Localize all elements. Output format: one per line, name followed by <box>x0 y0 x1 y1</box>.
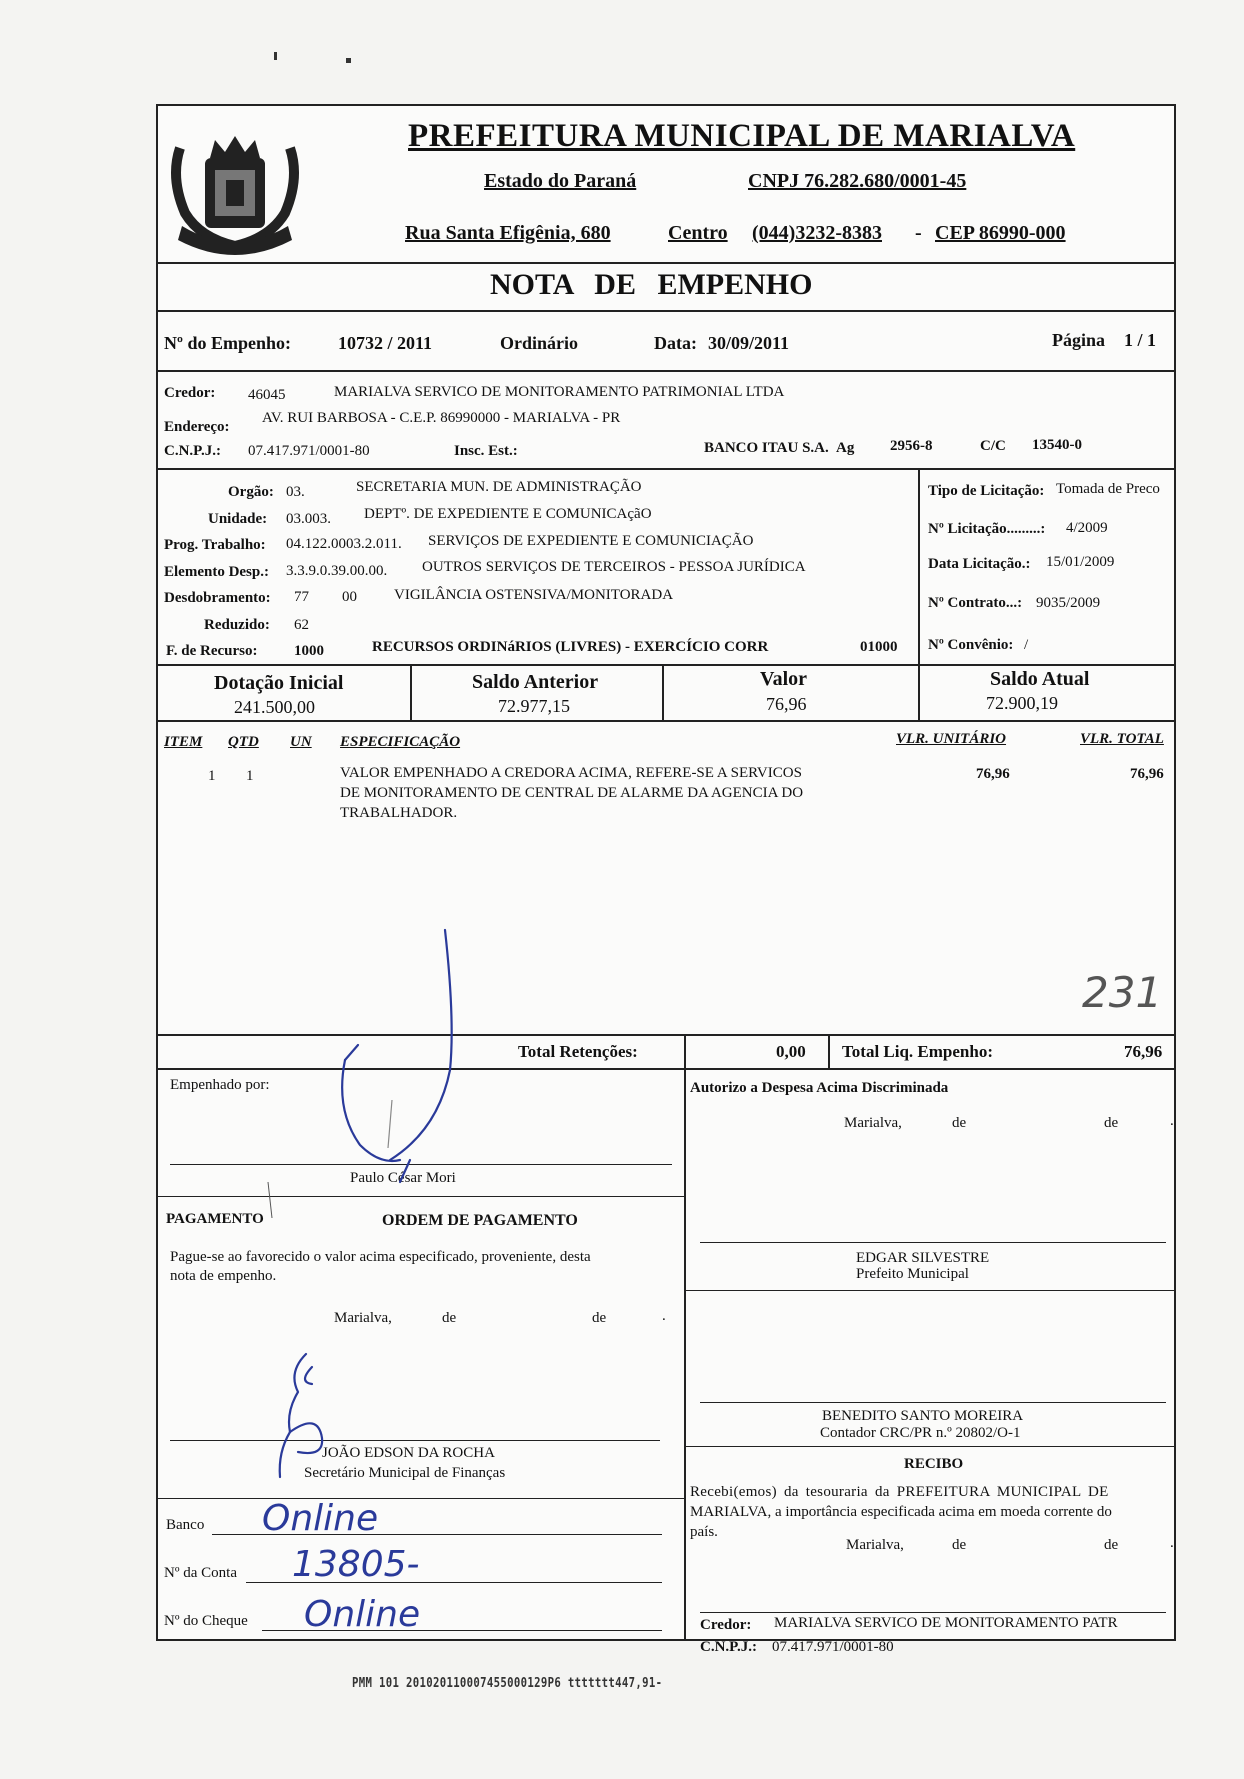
pagamento-text-1: Pague-se ao favorecido o valor acima especificado, proveniente, desta <box>170 1249 591 1265</box>
autorizo-city: Marialva, <box>844 1115 902 1131</box>
header-cep: CEP 86990-000 <box>935 222 1066 244</box>
credor-cc: 13540-0 <box>1032 437 1082 453</box>
col-unit: VLR. UNITÁRIO <box>896 731 1007 747</box>
credor-code: 46045 <box>248 387 286 403</box>
contrato-label: Nº Contrato...: <box>928 595 1023 611</box>
scan-speck <box>346 58 351 63</box>
valor-value: 76,96 <box>766 694 807 714</box>
col-qtd: QTD <box>228 734 259 750</box>
desdobramento-code-1: 77 <box>294 589 309 605</box>
contador-name: BENEDITO SANTO MOREIRA <box>822 1408 1024 1424</box>
liquido-value: 76,96 <box>1124 1042 1163 1061</box>
item-unit-value: 76,96 <box>976 766 1010 782</box>
licitacao-data: 15/01/2009 <box>1046 554 1115 570</box>
divider <box>156 370 1176 372</box>
elemento-name: OUTROS SERVIÇOS DE TERCEIROS - PESSOA JURÍDICA <box>422 559 806 575</box>
licitacao-tipo: Tomada de Preco <box>1056 481 1160 497</box>
divider <box>156 1498 684 1499</box>
orgao-label: Orgão: <box>228 484 274 500</box>
retencoes-value: 0,00 <box>776 1042 806 1061</box>
fonte-code-2: 01000 <box>860 639 898 655</box>
municipal-seal <box>160 118 310 268</box>
recibo-dot: . <box>1170 1535 1174 1551</box>
dotacao-value: 241.500,00 <box>234 697 315 717</box>
pagamento-label: PAGAMENTO <box>166 1211 264 1227</box>
divider <box>156 262 1176 264</box>
autorizo-label: Autorizo a Despesa Acima Discriminada <box>690 1080 949 1096</box>
saldo-anterior-value: 72.977,15 <box>498 696 570 716</box>
header-district: Centro <box>668 222 728 244</box>
col-un: UN <box>290 734 312 750</box>
handwritten-page-number: 231 <box>1082 968 1163 1017</box>
divider <box>684 1290 1176 1291</box>
pagamento-dot: . <box>662 1308 666 1324</box>
cheque-label: Nº do Cheque <box>164 1613 248 1629</box>
recibo-de-1: de <box>952 1537 967 1553</box>
scan-speck <box>274 52 277 60</box>
item-qtd: 1 <box>246 768 254 784</box>
orgao-code: 03. <box>286 484 305 500</box>
desdobramento-label: Desdobramento: <box>164 590 271 606</box>
empenho-type: Ordinário <box>500 333 579 353</box>
page-label: Página <box>1052 330 1106 350</box>
footer-cnpj: 07.417.971/0001-80 <box>772 1639 894 1655</box>
divider-vertical <box>918 664 920 720</box>
header-phone: (044)3232-8383 <box>752 222 882 244</box>
dotacao-label: Dotação Inicial <box>214 672 344 694</box>
licitacao-data-label: Data Licitação.: <box>928 556 1031 572</box>
item-spec-line-2: DE MONITORAMENTO DE CENTRAL DE ALARME DA AGENCIA DO <box>340 785 804 801</box>
prog-name: SERVIÇOS DE EXPEDIENTE E COMUNICIAÇÃO <box>428 533 754 549</box>
credor-address-label: Endereço: <box>164 419 230 435</box>
convenio-value: / <box>1024 637 1029 653</box>
empenhado-label: Empenhado por: <box>170 1077 270 1093</box>
divider <box>156 1034 1176 1036</box>
prog-code: 04.122.0003.2.011. <box>286 536 402 552</box>
elemento-label: Elemento Desp.: <box>164 564 269 580</box>
recibo-text-3: país. <box>690 1524 718 1540</box>
convenio-label: Nº Convênio: <box>928 637 1014 653</box>
reduzido-value: 62 <box>294 617 309 633</box>
col-spec: ESPECIFICAÇÃO <box>340 734 461 750</box>
conta-label: Nº da Conta <box>164 1565 237 1581</box>
item-total-value: 76,96 <box>1130 766 1164 782</box>
licitacao-num: 4/2009 <box>1066 520 1108 536</box>
recibo-text-1: Recebi(emos) da tesouraria da PREFEITURA MUNICIPAL DE <box>690 1484 1109 1500</box>
header-address: Rua Santa Efigênia, 680 <box>405 222 611 244</box>
footer-credor-name: MARIALVA SERVICO DE MONITORAMENTO PATR <box>774 1615 1118 1631</box>
divider <box>156 664 1176 666</box>
recibo-label: RECIBO <box>904 1456 964 1472</box>
secretario-name: JOÃO EDSON DA ROCHA <box>322 1445 495 1461</box>
saldo-atual-value: 72.900,19 <box>986 693 1058 713</box>
signature-line <box>700 1242 1166 1243</box>
divider <box>156 310 1176 312</box>
recibo-text-2: MARIALVA, a importância especificada acima em moeda corrente do <box>690 1504 1112 1520</box>
credor-label: Credor: <box>164 385 216 401</box>
footer-cnpj-label: C.N.P.J.: <box>700 1639 757 1655</box>
credor-ag: 2956-8 <box>890 438 933 454</box>
credor-address: AV. RUI BARBOSA - C.E.P. 86990000 - MARIALVA - PR <box>262 410 621 426</box>
saldo-atual-label: Saldo Atual <box>990 668 1090 690</box>
empenho-date-label: Data: <box>654 333 697 353</box>
fonte-label: F. de Recurso: <box>166 643 258 659</box>
prefeito-role: Prefeito Municipal <box>856 1266 969 1282</box>
scan-mark <box>262 1180 282 1220</box>
cheque-handwritten: Online <box>304 1594 421 1635</box>
header-title: PREFEITURA MUNICIPAL DE MARIALVA <box>408 118 1076 154</box>
desdobramento-name: VIGILÂNCIA OSTENSIVA/MONITORADA <box>394 587 674 603</box>
signature-joao <box>268 1352 348 1482</box>
autorizo-de-1: de <box>952 1115 967 1131</box>
pagamento-de-1: de <box>442 1310 457 1326</box>
credor-name: MARIALVA SERVICO DE MONITORAMENTO PATRIMONIAL LTDA <box>334 384 785 400</box>
credor-cc-label: C/C <box>980 438 1006 454</box>
footer-credor-label: Credor: <box>700 1617 752 1633</box>
item-number: 1 <box>208 768 216 784</box>
contrato-value: 9035/2009 <box>1036 595 1101 611</box>
secretario-role: Secretário Municipal de Finanças <box>304 1465 506 1481</box>
divider-vertical <box>684 1068 686 1641</box>
orgao-name: SECRETARIA MUN. DE ADMINISTRAÇÃO <box>356 479 642 495</box>
divider-vertical <box>662 664 664 720</box>
divider <box>684 1446 1176 1447</box>
ordem-pagamento-label: ORDEM DE PAGAMENTO <box>382 1212 578 1229</box>
autorizo-dot: . <box>1170 1113 1174 1129</box>
header-separator: - <box>915 222 922 244</box>
liquido-label: Total Liq. Empenho: <box>842 1042 993 1061</box>
fonte-code: 1000 <box>294 643 324 659</box>
divider <box>156 468 1176 470</box>
divider-vertical <box>684 1034 686 1068</box>
divider-vertical <box>410 664 412 720</box>
divider <box>700 1612 1166 1613</box>
conta-handwritten: 13805- <box>292 1544 420 1585</box>
divider <box>156 1196 684 1197</box>
credor-insc-label: Insc. Est.: <box>454 443 518 459</box>
header-cnpj: CNPJ 76.282.680/0001-45 <box>748 170 967 192</box>
recibo-de-2: de <box>1104 1537 1119 1553</box>
document-title: NOTA DE EMPENHO <box>490 268 813 301</box>
credor-cnpj: 07.417.971/0001-80 <box>248 443 370 459</box>
unidade-label: Unidade: <box>208 511 268 527</box>
empenho-number: 10732 / 2011 <box>338 333 433 353</box>
reduzido-label: Reduzido: <box>204 617 270 633</box>
divider <box>156 1068 1176 1070</box>
divider <box>156 720 1176 722</box>
prog-label: Prog. Trabalho: <box>164 537 266 553</box>
col-total: VLR. TOTAL <box>1080 731 1164 747</box>
header-state: Estado do Paraná <box>484 170 637 192</box>
page-number: 1 / 1 <box>1124 330 1157 350</box>
item-spec-line-3: TRABALHADOR. <box>340 805 458 821</box>
valor-label: Valor <box>760 668 808 690</box>
contador-role: Contador CRC/PR n.º 20802/O-1 <box>820 1425 1021 1441</box>
empenho-date: 30/09/2011 <box>708 333 790 353</box>
pagamento-de-2: de <box>592 1310 607 1326</box>
empenho-number-label: Nº do Empenho: <box>164 333 291 353</box>
empenhado-name: Paulo César Mori <box>350 1170 456 1186</box>
divider-vertical <box>918 468 920 664</box>
recibo-city: Marialva, <box>846 1537 904 1553</box>
prefeito-name: EDGAR SILVESTRE <box>856 1250 990 1266</box>
barcode-line: PMM 101 201020110007455000129P6 ttttttt447,91- <box>352 1676 663 1691</box>
elemento-code: 3.3.9.0.39.00.00. <box>286 563 388 579</box>
saldo-anterior-label: Saldo Anterior <box>472 671 599 693</box>
fonte-name: RECURSOS ORDINáRIOS (LIVRES) - EXERCÍCIO CORR <box>372 639 769 655</box>
signature-line <box>170 1440 660 1441</box>
unidade-name: DEPTº. DE EXPEDIENTE E COMUNICAçãO <box>364 506 652 522</box>
item-spec-line-1: VALOR EMPENHADO A CREDORA ACIMA, REFERE-SE A SERVICOS <box>340 765 802 781</box>
banco-label: Banco <box>166 1517 205 1533</box>
licitacao-num-label: Nº Licitação.........: <box>928 521 1046 537</box>
credor-cnpj-label: C.N.P.J.: <box>164 443 221 459</box>
banco-handwritten: Online <box>262 1498 379 1539</box>
unidade-code: 03.003. <box>286 511 331 527</box>
credor-bank: BANCO ITAU S.A. <box>704 440 829 456</box>
col-item: ITEM <box>164 734 203 750</box>
pagamento-city: Marialva, <box>334 1310 392 1326</box>
pagamento-text-2: nota de empenho. <box>170 1268 277 1284</box>
signature-line <box>700 1402 1166 1403</box>
retencoes-label: Total Retenções: <box>518 1042 638 1061</box>
credor-ag-label: Ag <box>836 440 855 456</box>
licitacao-tipo-label: Tipo de Licitação: <box>928 483 1045 499</box>
autorizo-de-2: de <box>1104 1115 1119 1131</box>
divider-vertical <box>828 1034 830 1068</box>
desdobramento-code-2: 00 <box>342 589 357 605</box>
signature-paulo <box>320 920 480 1190</box>
